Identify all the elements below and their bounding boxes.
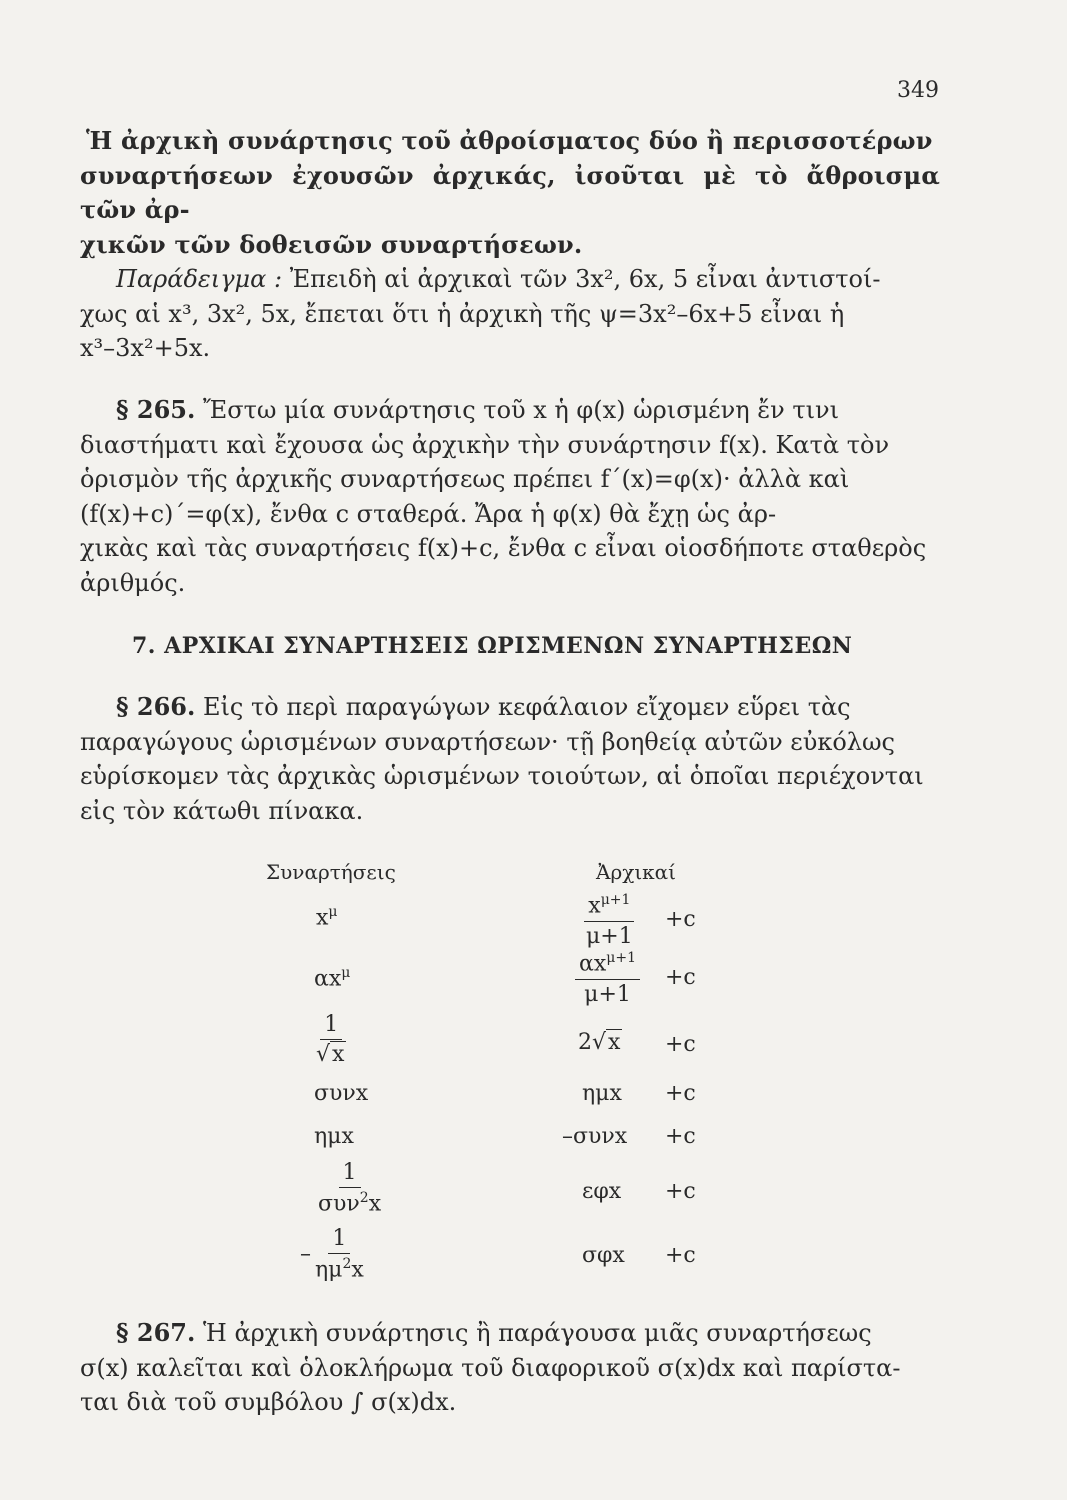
table-row-antiderivative: –συνx <box>562 1124 628 1149</box>
constant-term: +c <box>665 1179 696 1204</box>
constant-term: +c <box>665 1124 696 1149</box>
section-line: Ἔστω μία συνάρτησις τοῦ x ἡ φ(x) ὡρισμένη ἔν τινι <box>203 396 839 424</box>
table-header-functions: Συναρτήσεις <box>266 860 396 884</box>
constant-term: +c <box>665 1081 696 1106</box>
section-number: § 267. <box>116 1318 196 1347</box>
table-row-function: – $\frac{1}{\eta\mu^2x}$ <box>300 1226 364 1283</box>
table-row-antiderivative: $\frac{x^{\mu+1}}{\mu+1}$ <box>586 892 633 949</box>
chapter-heading: 7. ΑΡΧΙΚΑΙ ΣΥΝΑΡΤΗΣΕΙΣ ΩΡΙΣΜΕΝΩΝ ΣΥΝΑΡΤΗΣΕΩΝ <box>132 633 853 659</box>
page-number: 349 <box>897 78 939 103</box>
table-row-function: $\frac{1}{\sigma\upsilon\nu^2x}$ <box>318 1160 382 1217</box>
example-label: Παράδειγμα : <box>116 265 283 293</box>
table-row-antiderivative: 2√x <box>578 1030 621 1055</box>
theorem-paragraph <box>80 124 940 262</box>
constant-term: +c <box>665 965 696 990</box>
section-line: εὑρίσκομεν τὰς ἀρχικὰς ὡρισμένων τοιούτων, αἱ ὁποῖαι περιέχονται <box>80 762 924 790</box>
section-number: § 265. <box>116 395 196 424</box>
theorem-line: χικῶν τῶν δοθεισῶν συναρτήσεων. <box>80 229 583 259</box>
constant-term: +c <box>665 1243 696 1268</box>
section-267 <box>80 1316 940 1420</box>
example-paragraph <box>80 262 940 366</box>
table-row-function: συνx <box>314 1081 369 1106</box>
section-line: Ἡ ἀρχικὴ συνάρτησις ἢ παράγουσα μιᾶς συναρτήσεως <box>203 1319 872 1347</box>
table-row-function: $\alpha x^\mu$ <box>314 965 351 992</box>
table-row-function: ημx <box>314 1124 354 1149</box>
table-row-function: $\frac{1}{√x}$ <box>316 1012 345 1068</box>
section-number: § 266. <box>116 692 196 721</box>
example-line: χως αἱ x³, 3x², 5x, ἔπεται ὅτι ἡ ἀρχικὴ τῆς ψ=3x²–6x+5 εἶναι ἡ <box>80 299 845 328</box>
table-row-antiderivative: εφx <box>582 1179 622 1204</box>
section-265 <box>80 393 940 600</box>
table-row-function: $x^\mu$ <box>316 904 338 931</box>
section-line: ἀριθμός. <box>80 568 186 597</box>
example-line: x³–3x²+5x. <box>80 334 211 362</box>
table-row-antiderivative: ημx <box>582 1081 622 1106</box>
section-line: ὁρισμὸν τῆς ἀρχικῆς συναρτήσεως πρέπει f΄(x)=φ(x)· ἀλλὰ καὶ <box>80 465 850 493</box>
table-row-antiderivative: $\frac{\alpha x^{\mu+1}}{\mu+1}$ <box>575 950 640 1007</box>
section-line: χικὰς καὶ τὰς συναρτήσεις f(x)+c, ἔνθα c εἶναι οἱοσδήποτε σταθερὸς <box>80 534 927 562</box>
section-line: παραγώγους ὡρισμένων συναρτήσεων· τῇ βοηθείᾳ αὐτῶν εὐκόλως <box>80 727 895 756</box>
section-line: Εἰς τὸ περὶ παραγώγων κεφάλαιον εἴχομεν εὕρει τὰς <box>203 693 851 721</box>
constant-term: +c <box>665 907 696 932</box>
constant-term: +c <box>665 1032 696 1057</box>
table-row-antiderivative: σφx <box>582 1243 625 1268</box>
section-line: διαστήματι καὶ ἔχουσα ὡς ἀρχικὴν τὴν συνάρτησιν f(x). Κατὰ τὸν <box>80 430 890 459</box>
section-line: (f(x)+c)΄=φ(x), ἔνθα c σταθερά. Ἄρα ἡ φ(x) θὰ ἔχῃ ὡς ἀρ- <box>80 499 777 528</box>
section-line: σ(x) καλεῖται καὶ ὁλοκλήρωμα τοῦ διαφορικοῦ σ(x)dx καὶ παρίστα- <box>80 1353 901 1382</box>
theorem-line: συναρτήσεων ἐχουσῶν ἀρχικάς, ἰσοῦται μὲ τὸ ἄθροισμα τῶν ἀρ- <box>80 160 940 224</box>
section-line: εἰς τὸν κάτωθι πίνακα. <box>80 796 364 825</box>
table-header-antiderivatives: Ἀρχικαί <box>596 860 677 884</box>
example-line: Ἐπειδὴ αἱ ἀρχικαὶ τῶν 3x², 6x, 5 εἶναι ἀντιστοί- <box>289 265 881 293</box>
theorem-line: Ἡ ἀρχικὴ συνάρτησις τοῦ ἀθροίσματος δύο ἢ περισσοτέρων <box>86 126 933 155</box>
section-266 <box>80 690 940 828</box>
section-line: ται διὰ τοῦ συμβόλου ∫ σ(x)dx. <box>80 1388 457 1416</box>
